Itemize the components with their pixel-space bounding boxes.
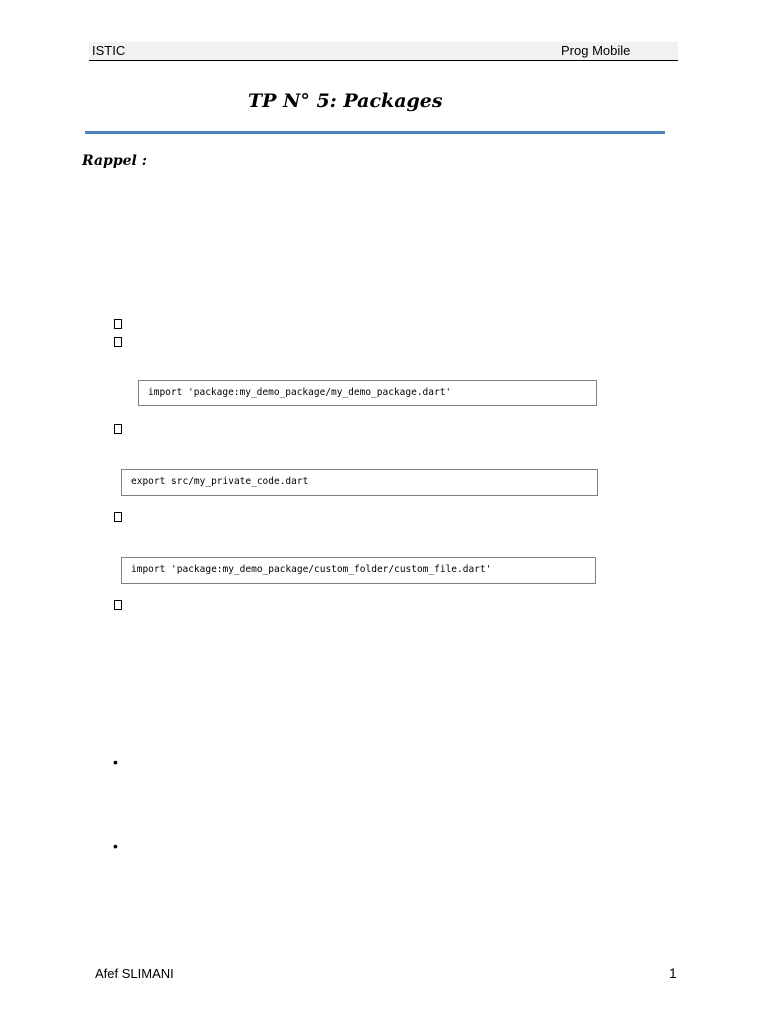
missing-glyph-icon: [114, 319, 122, 329]
title-divider: [85, 131, 665, 134]
code-snippet: import 'package:my_demo_package/custom_folder/custom_file.dart': [121, 557, 596, 584]
header-course: Prog Mobile: [561, 43, 631, 58]
code-snippet: export src/my_private_code.dart: [121, 469, 598, 496]
missing-glyph-icon: [114, 424, 122, 434]
page-title: TP N° 5: Packages: [248, 90, 443, 112]
missing-glyph-icon: [114, 337, 122, 347]
code-snippet: import 'package:my_demo_package/my_demo_package.dart': [138, 380, 597, 406]
list-bullet: •: [113, 838, 118, 854]
missing-glyph-icon: [114, 512, 122, 522]
list-bullet: •: [113, 754, 118, 770]
footer-author: Afef SLIMANI: [95, 966, 174, 981]
header-institution: ISTIC: [92, 43, 126, 58]
page-number: 1: [669, 965, 677, 981]
missing-glyph-icon: [114, 600, 122, 610]
section-heading: Rappel :: [82, 153, 147, 169]
